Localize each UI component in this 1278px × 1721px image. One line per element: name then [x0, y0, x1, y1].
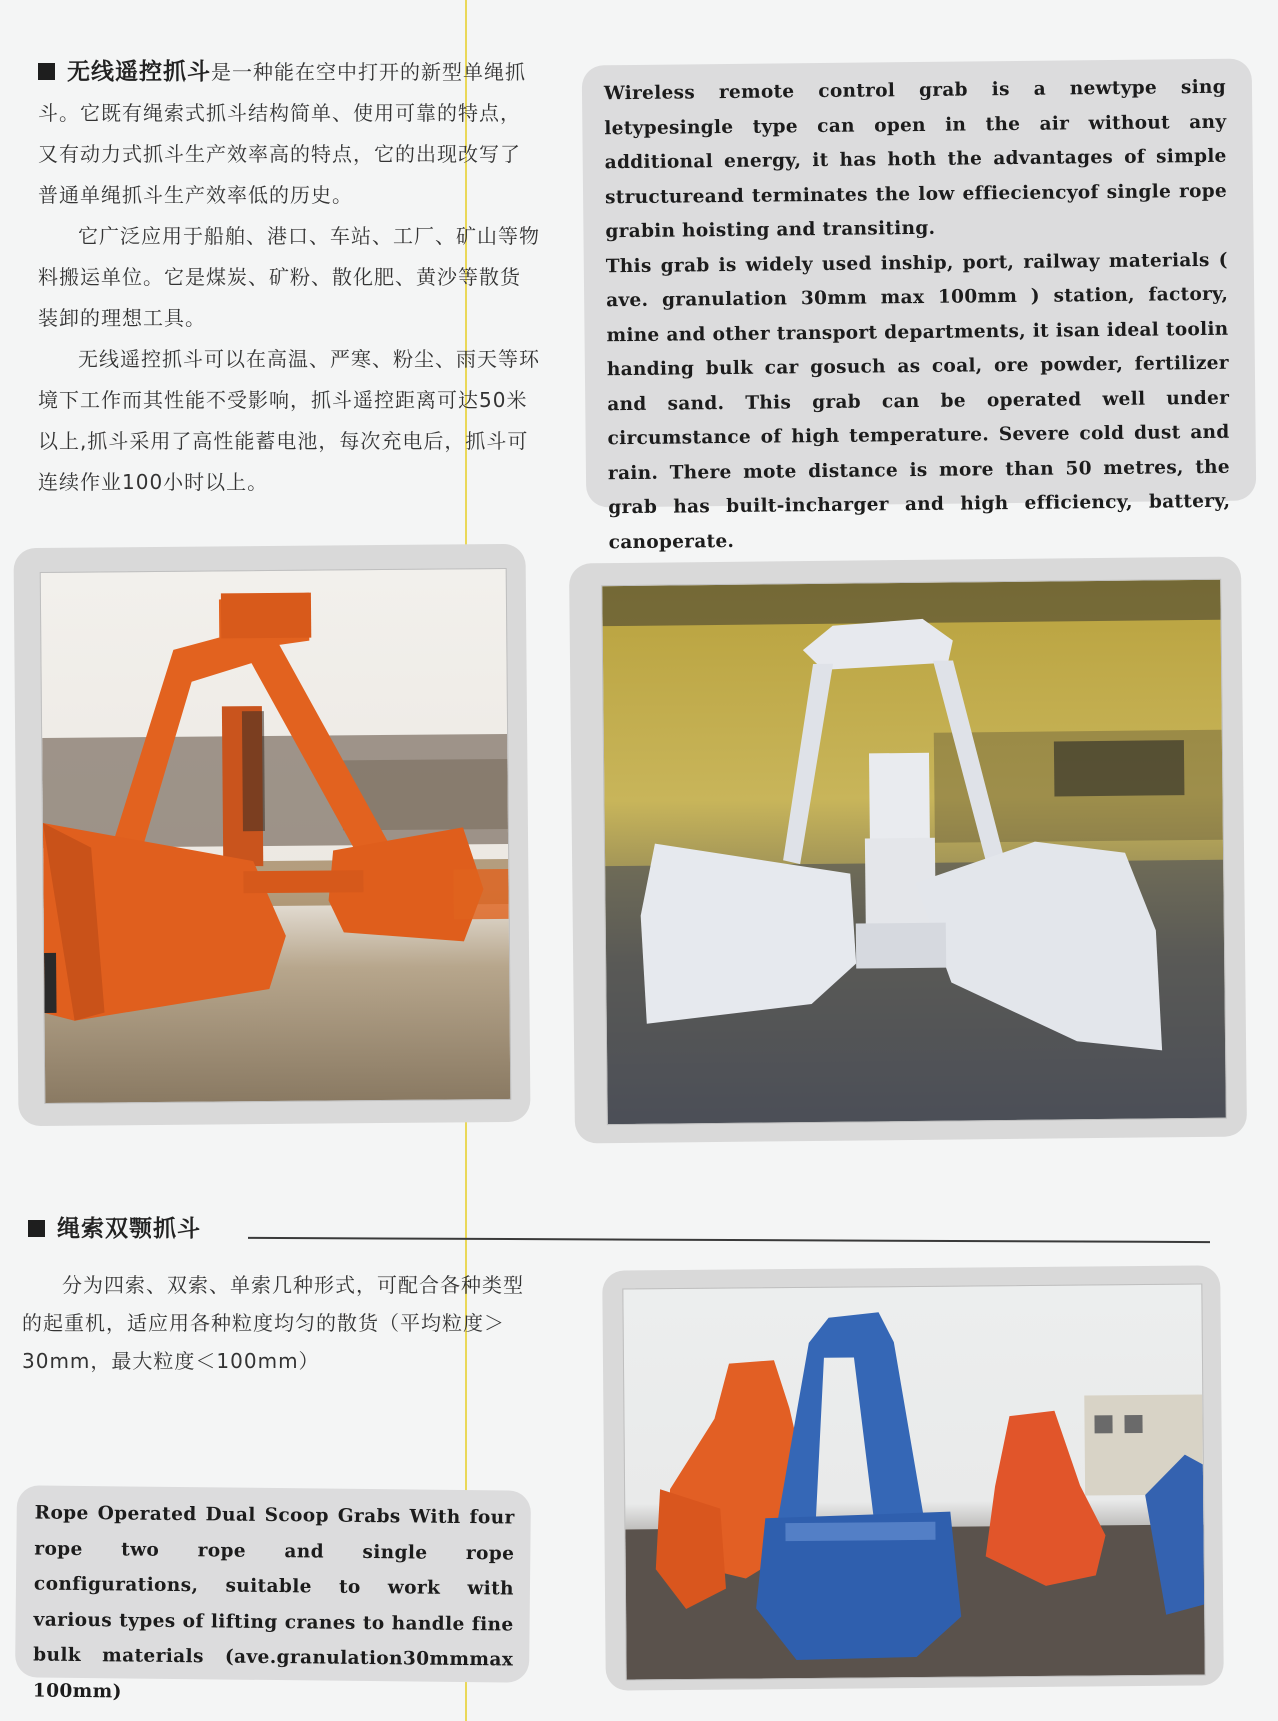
- orange-grab-illustration: [41, 569, 511, 1103]
- section1-para2: 它广泛应用于船舶、港口、车站、工厂、矿山等物料搬运单位。它是煤炭、矿粉、散化肥、黄沙等散货装卸的理想工具。: [38, 224, 540, 330]
- section2-para: 分为四索、双索、单索几种形式，可配合各种类型的起重机，适应用各种粒度均匀的散货（平均粒度＞30mm，最大粒度＜100mm）: [22, 1273, 524, 1373]
- section1-para1: [38, 52, 540, 216]
- section2-english-box: [15, 1485, 531, 1702]
- section2-english-text: Rope Operated Dual Scoop Grabs With four rope two rope and single rope configurations, suitable to work with various types of lifting cranes to handle fine bulk materials (ave.granulation30mmmax 100mm): [32, 1502, 515, 1702]
- photo-frame-orange-grab: [13, 544, 530, 1126]
- section2-title-text: 绳索双颚抓斗: [57, 1216, 201, 1242]
- section1-english-para1: Wireless remote control grab is a newtype sing letypesingle type can open in the air without any additional energy, it has hoth the advantages of simple structureand terminates the low effieciencyof single rope grabin hoisting and transiting.: [603, 76, 1228, 243]
- section1-para3: 无线遥控抓斗可以在高温、严寒、粉尘、雨天等环境下工作而其性能不受影响，抓斗遥控距离可达50米以上,抓斗采用了高性能蓄电池，每次充电后，抓斗可连续作业100小时以上。: [38, 347, 540, 494]
- section1-english-para2: This grab is widely used inship, port, railway materials ( ave. granulation 30mm max 100mm ) station, factory, mine and other transport departments, it isan ideal toolin handing bulk car gosuch as coal, ore powder, fertilizer and sand. This grab can be operated well under circumstance of high temperature. Severe cold dust and rain. There mote distance is more than 50 metres, the grab has built-incharger and high efficiency, battery, canoperate.: [605, 249, 1231, 553]
- section1-title: 无线遥控抓斗: [67, 59, 211, 85]
- section2-chinese-text: [22, 1266, 544, 1380]
- section1-para1-text: 是一种能在空中打开的新型单绳抓斗。它既有绳索式抓斗结构简单、使用可靠的特点，又有动力式抓斗生产效率高的特点，它的出现改写了普通单绳抓斗生产效率低的历史。: [38, 60, 526, 207]
- photo-frame-white-grab: [569, 556, 1247, 1143]
- section1-chinese-text: [38, 52, 540, 503]
- section1-english-box: [582, 59, 1257, 553]
- section1-english-text: [604, 71, 1231, 560]
- square-bullet-icon: [28, 1220, 45, 1237]
- white-grab-photo: [601, 579, 1227, 1125]
- orange-grab-photo: [40, 568, 512, 1104]
- rope-grabs-photo: [622, 1283, 1205, 1680]
- section2-title: [28, 1210, 201, 1243]
- square-bullet-icon: [38, 63, 55, 80]
- white-grab-illustration: [602, 580, 1226, 1124]
- section2-rule: [248, 1237, 1210, 1243]
- photo-frame-rope-grabs: [602, 1265, 1224, 1690]
- rope-grabs-illustration: [623, 1284, 1204, 1679]
